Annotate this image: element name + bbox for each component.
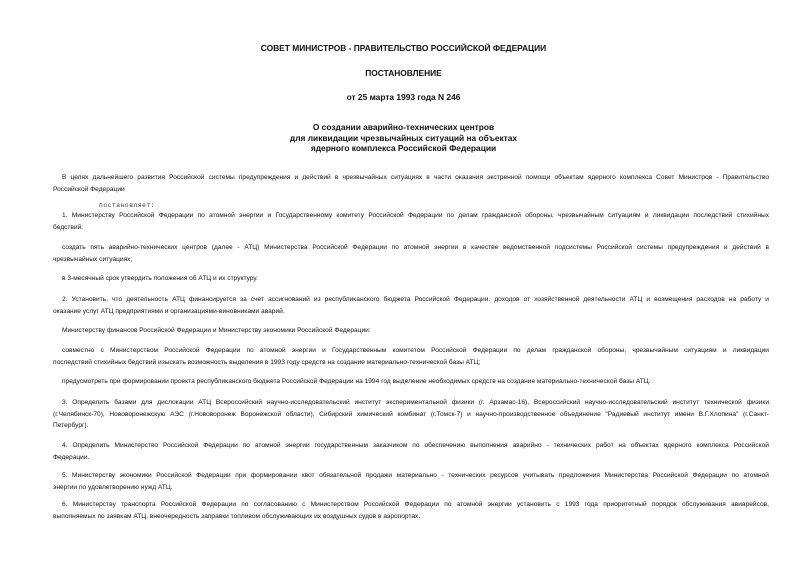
paragraph-line: 5. Министерству экономики Российской Федерации при формировании квот обязательной продажи материально - технических ресурсов учитывать предложения Министерства Российской Федерации по атомной	[62, 472, 769, 479]
paragraph-2b	[53, 345, 769, 368]
paragraph-line: последствий стихийных бедствий изыскать возможность выделения в 1993 году средств на создание материально-технической базы АТЦ;	[53, 358, 481, 366]
paragraph-1a	[53, 242, 769, 265]
paragraph-line: в 3-месячный срок утвердить положения об АТЦ и их структуру.	[62, 275, 258, 282]
paragraph-1	[53, 210, 769, 233]
paragraph-line: Министерству финансов Российской Федерации и Министерству экономики Российской Федерации:	[62, 327, 371, 334]
paragraph-line: совместно с Министерством Российской Федерации по атомной энергии и Государственным комитетом Российской Федерации по делам гражданской обороны, чрезвычайным ситуациям и ликвидации	[62, 347, 769, 354]
issuer-heading: СОВЕТ МИНИСТРОВ - ПРАВИТЕЛЬСТВО РОССИЙСКОЙ ФЕДЕРАЦИИ	[260, 43, 547, 53]
paragraph-2a	[53, 325, 769, 337]
date-number-heading: от 25 марта 1993 года N 246	[346, 92, 461, 102]
paragraph-2c	[53, 376, 769, 388]
paragraph-line: Российской Федерации	[53, 185, 125, 193]
paragraph-line: 4. Определить Министерство Российской Федерации по атомной энергии государственным заказчиком по обеспечению выполнения аварийно - технических работ на объектах ядерного комплекса Российской	[62, 442, 769, 449]
paragraph-6	[53, 499, 769, 522]
paragraph-line: В целях дальнейшего развития Российской системы предупреждения и действий в чрезвычайных ситуациях в части оказания экстренной помощи объектам ядерного комплекса Совет Министров - Правительство	[62, 174, 769, 181]
paragraph-2	[53, 294, 769, 317]
document-type-heading: ПОСТАНОВЛЕНИЕ	[365, 68, 442, 78]
paragraph-line: создать пять аварийно-технических центров (далее - АТЦ) Министерства Российской Федерации по атомной энергии в качестве ведомственной подсистемы Российской системы предупреждения и действий в	[62, 244, 769, 251]
document-title	[0, 122, 807, 154]
paragraph-line: Федерации.	[53, 453, 90, 461]
title-line: ядерного комплекса Российской Федерации	[310, 143, 497, 153]
paragraph-3	[53, 397, 769, 432]
paragraph-line: предусмотреть при формировании проекта республиканского бюджета Российской Федерации на 1994 год выделение необходимых средств на создание материально-технической базы АТЦ.	[62, 378, 651, 385]
paragraph-line: оказание услуг АТЦ предприятиями и организациями-виновниками аварий.	[53, 307, 285, 315]
paragraph-5	[53, 470, 769, 493]
title-line: для ликвидации чрезвычайных ситуаций на объектах	[289, 132, 518, 143]
paragraph-line: 3. Определить базами для дислокации АТЦ Всероссийский научно-исследовательский институт экспериментальной физики (г. Арзамас-16), Всероссийский научно-исследовательский институт технической физики	[62, 399, 769, 406]
paragraph-line: энергии по удовлетворению нужд АТЦ.	[53, 483, 173, 491]
paragraph-line: 1. Министерству Российской Федерации по атомной энергии и Государственному комитету Российской Федерации по делам гражданской обороны, чрезвычайным ситуациям и ликвидации последствий стихийных	[62, 212, 769, 219]
decree-word: постановляет:	[99, 202, 156, 209]
title-line: О создании аварийно-технических центров	[312, 122, 495, 132]
paragraph-1b	[53, 273, 769, 285]
paragraph-line: Петербург).	[53, 422, 89, 429]
paragraph-line: 6. Министерству транспорта Российской Федерации по согласованию с Министерством Российской Федерации по атомной энергии установить с 1993 года приоритетный порядок обслуживания авиарейсов,	[62, 501, 769, 508]
paragraph-4	[53, 440, 769, 463]
paragraph-line: 2. Установить, что деятельность АТЦ финансируется за счет ассигнований из республиканского бюджета Российской Федерации, доходов от хозяйственной деятельности АТЦ и возмещения расходов на работу и	[62, 296, 769, 303]
preamble-paragraph	[53, 172, 769, 195]
paragraph-line: (г.Челябинск-70), Нововоронежскую АЭС (г.Нововоронеж Воронежской области), Сибирский химический комбинат (г.Томск-7) и научно-производственное объединение "Радиевый институт имени В.Г.Хлопина" (г.Санкт-	[53, 410, 769, 418]
paragraph-line: выполняемых по заявкам АТЦ, внеочередность заправки топливом обслуживающих их воздушных судов в аэропортах.	[53, 512, 421, 520]
paragraph-line: чрезвычайных ситуациях;	[53, 255, 133, 263]
paragraph-line: бедствий:	[53, 223, 84, 231]
